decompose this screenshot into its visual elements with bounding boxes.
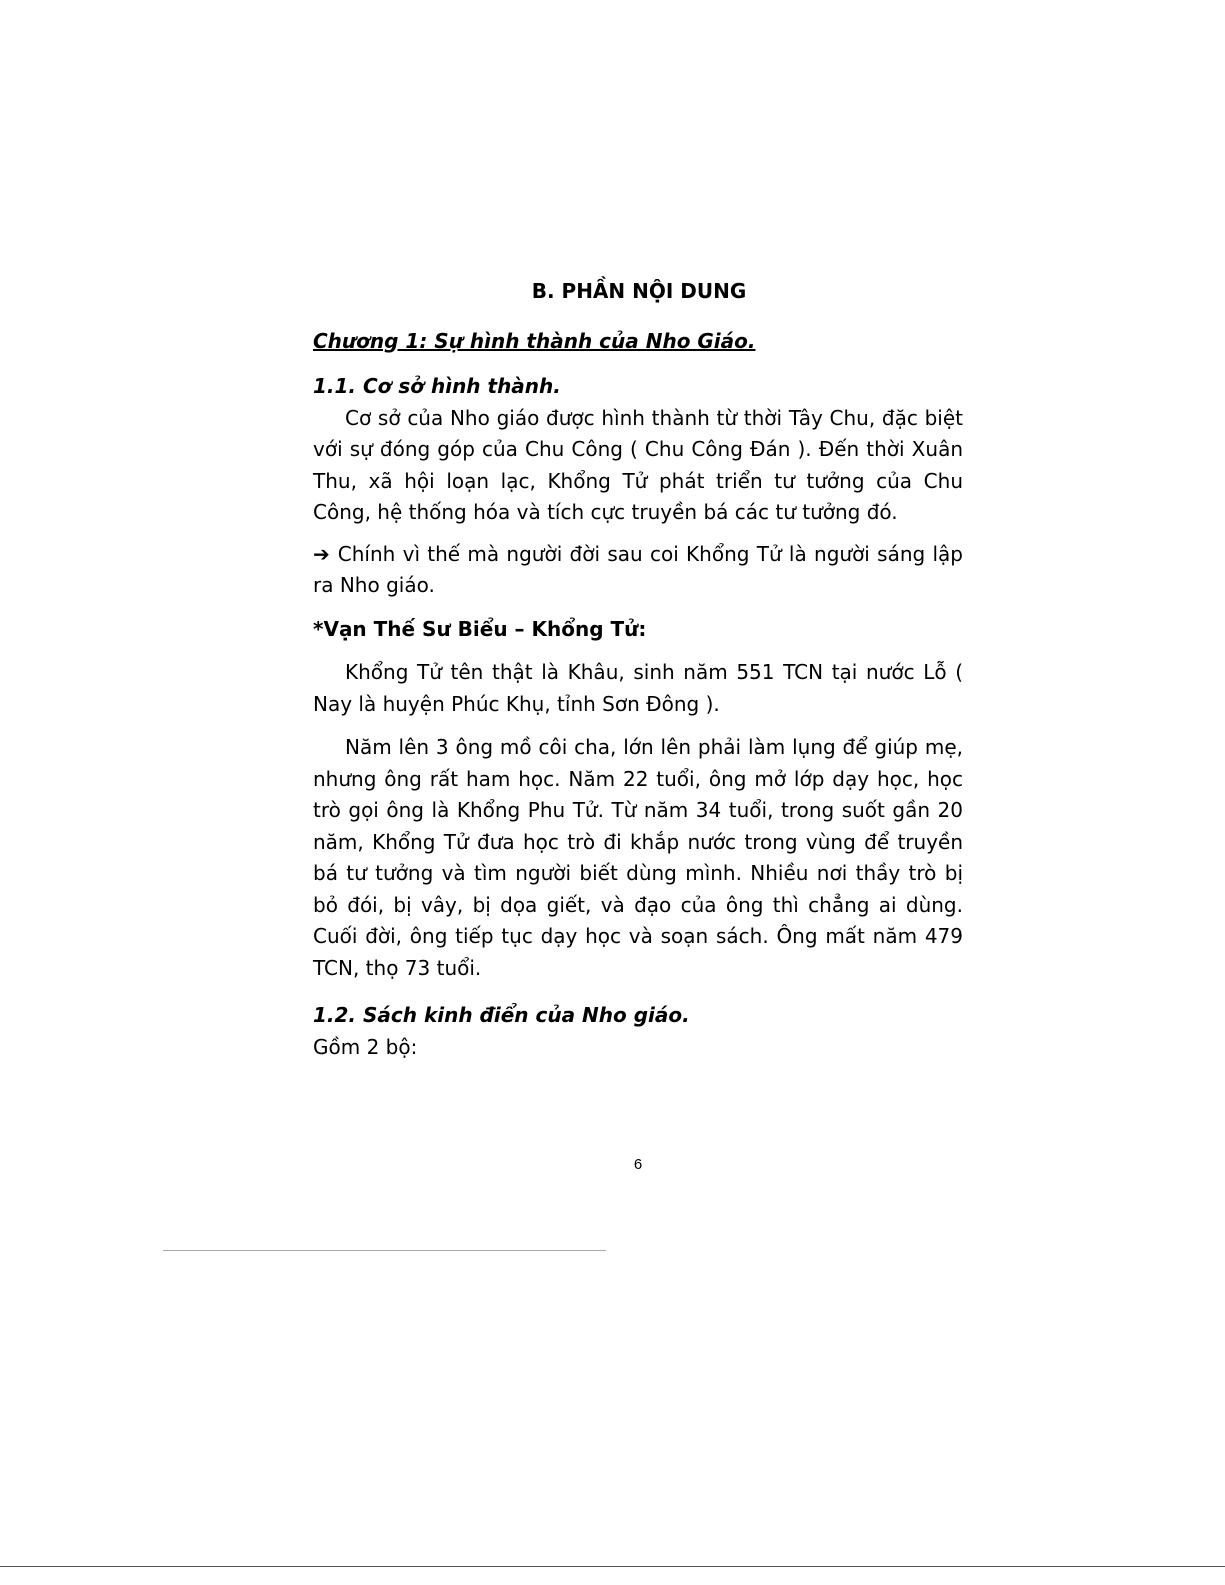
paragraph-two-sets: Gồm 2 bộ: <box>313 1034 418 1059</box>
confucius-heading: *Vạn Thế Sư Biểu – Khổng Tử: <box>313 616 647 641</box>
paragraph-confucius-life: Năm lên 3 ông mồ côi cha, lớn lên phải làm lụng để giúp mẹ, nhưng ông rất ham học. Năm 22 tuổi, ông mở lớp dạy học, học trò gọi ông là Khổng Phu Tử. Từ năm 34 tuổi, trong suốt gần 20 năm, Khổng Tử đưa học trò đi khắp nước trong vùng để truyền bá tư tưởng và tìm người biết dùng mình. Nhiều nơi thầy trò bị bỏ đói, bị vây, bị dọa giết, và đạo của ông thì chẳng ai dùng. Cuối đời, ông tiếp tục dạy học và soạn sách. Ông mất năm 479 TCN, thọ 73 tuổi. <box>313 735 963 980</box>
arrow-right-icon: ➔ <box>313 541 330 566</box>
page-title: B. PHẦN NỘI DUNG <box>531 279 747 303</box>
paragraph-conclusion <box>313 539 963 602</box>
paragraph-conclusion-text: Chính vì thế mà người đời sau coi Khổng Tử là người sáng lập ra Nho giáo. <box>313 541 963 597</box>
paragraph-origin: Cơ sở của Nho giáo được hình thành từ thời Tây Chu, đặc biệt với sự đóng góp của Chu Công ( Chu Công Đán ). Đến thời Xuân Thu, xã hội loạn lạc, Khổng Tử phát triển tư tưởng của Chu Công, hệ thống hóa và tích cực truyền bá các tư tưởng đó. <box>313 405 963 524</box>
page-number: 6 <box>633 1156 643 1173</box>
paragraph-confucius-birth: Khổng Tử tên thật là Khâu, sinh năm 551 TCN tại nước Lỗ ( Nay là huyện Phúc Khụ, tỉnh Sơn Đông ). <box>313 660 963 716</box>
footnote-divider <box>163 1250 606 1251</box>
section-heading-1-2: 1.2. Sách kinh điển của Nho giáo. <box>313 1003 690 1027</box>
section-heading-1-1: 1.1. Cơ sở hình thành. <box>313 374 561 398</box>
page-content <box>313 276 963 1063</box>
page-bottom-divider <box>0 1566 1225 1567</box>
chapter-heading: Chương 1: Sự hình thành của Nho Giáo. <box>313 328 756 353</box>
